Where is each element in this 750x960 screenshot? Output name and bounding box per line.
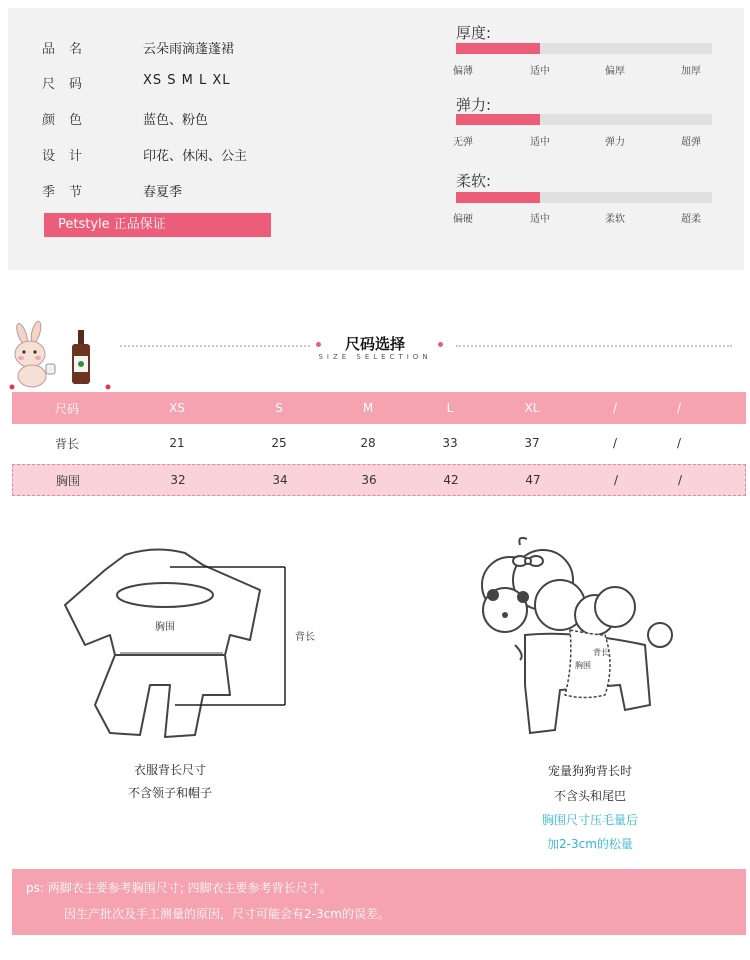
- garment-back-label: 背长: [295, 632, 315, 643]
- table-cell: 21: [169, 436, 185, 450]
- row-label: 背长: [54, 436, 79, 451]
- softness-bar: [456, 192, 712, 203]
- garment-diagram: [55, 545, 325, 745]
- table-cell: /: [677, 473, 683, 487]
- spec-value-name: 云朵雨滴蓬蓬裙: [143, 42, 235, 57]
- softness-tick: 偏硬: [453, 214, 473, 225]
- header-cell: S: [275, 401, 283, 415]
- thickness-tick: 适中: [530, 66, 550, 77]
- table-cell: 32: [170, 473, 186, 487]
- softness-bar-fill: [456, 192, 540, 203]
- thickness-bar-fill: [456, 43, 540, 54]
- table-cell: 25: [271, 436, 287, 450]
- spec-label-design: 设计: [42, 149, 97, 164]
- table-cell: 33: [442, 436, 458, 450]
- table-row: [12, 428, 746, 458]
- header-cell: /: [612, 401, 618, 415]
- elasticity-bar-fill: [456, 114, 540, 125]
- size-section-subtitle: SIZE SELECTION: [318, 353, 432, 361]
- elasticity-tick: 无弹: [453, 137, 473, 148]
- table-cell: /: [612, 436, 618, 450]
- elasticity-tick: 超弹: [681, 137, 701, 148]
- dog-caption-1: 宠量狗狗背长时: [547, 764, 632, 778]
- spec-value-design: 印花、休闲、公主: [143, 149, 248, 164]
- flower-icon: [106, 385, 111, 390]
- guarantee-badge: Petstyle 正品保证: [44, 213, 271, 237]
- spec-value-size: XS S M L XL: [143, 73, 231, 88]
- header-cell: XS: [169, 401, 185, 415]
- elasticity-tick: 弹力: [605, 137, 625, 148]
- table-row: [12, 464, 746, 496]
- header-cell: M: [362, 401, 374, 415]
- elasticity-bar: [456, 114, 712, 125]
- thickness-tick: 偏厚: [605, 66, 625, 77]
- table-cell: 47: [525, 473, 541, 487]
- header-cell: L: [446, 401, 454, 415]
- spec-label-name: 品名: [42, 42, 97, 57]
- table-cell: 36: [361, 473, 377, 487]
- header-cell: XL: [524, 401, 540, 415]
- dog-note-2: 加2-3cm的松量: [547, 837, 633, 851]
- elasticity-title: 弹力:: [456, 96, 492, 114]
- row-label: 胸围: [55, 473, 80, 488]
- garment-caption-1: 衣服背长尺寸: [133, 763, 206, 777]
- garment-chest-label: 胸围: [155, 622, 175, 633]
- table-cell: 42: [443, 473, 459, 487]
- table-cell: /: [613, 473, 619, 487]
- elasticity-tick: 适中: [530, 137, 550, 148]
- header-cell: 尺码: [54, 401, 79, 416]
- spec-value-color: 蓝色、粉色: [143, 113, 209, 128]
- dog-back-label: 背长: [593, 648, 609, 657]
- table-cell: 28: [360, 436, 376, 450]
- dog-diagram: [465, 535, 705, 750]
- dog-caption-2: 不含头和尾巴: [553, 789, 626, 803]
- table-cell: /: [676, 436, 682, 450]
- softness-tick: 适中: [530, 214, 550, 225]
- spec-label-color: 颜色: [42, 113, 97, 128]
- softness-title: 柔软:: [456, 172, 492, 190]
- header-cell: /: [676, 401, 682, 415]
- spec-label-size: 尺码: [42, 77, 97, 92]
- spec-value-season: 春夏季: [143, 185, 183, 200]
- thickness-tick: 偏薄: [453, 66, 473, 77]
- table-cell: 37: [524, 436, 540, 450]
- thickness-bar: [456, 43, 712, 54]
- thickness-title: 厚度:: [456, 24, 492, 42]
- size-note-box: [12, 869, 746, 935]
- dog-note-1: 胸围尺寸压毛量后: [541, 813, 638, 827]
- size-note-line-1: ps: 两脚衣主要参考胸围尺寸; 四脚衣主要参考背长尺寸。: [26, 881, 332, 895]
- size-note-line-2: 因生产批次及手工测量的原因，尺寸可能会有2-3cm的误差。: [64, 907, 390, 921]
- softness-tick: 超柔: [681, 214, 701, 225]
- table-cell: 34: [272, 473, 288, 487]
- size-section-title: 尺码选择: [344, 335, 405, 353]
- softness-tick: 柔软: [605, 214, 625, 225]
- size-table-header: [12, 392, 746, 424]
- bow-icon: [513, 556, 543, 566]
- spec-label-season: 季节: [42, 185, 97, 200]
- garment-caption-2: 不含领子和帽子: [127, 786, 212, 800]
- flower-icon: [10, 385, 15, 390]
- dog-chest-label: 胸围: [575, 661, 591, 670]
- thickness-tick: 加厚: [681, 66, 701, 77]
